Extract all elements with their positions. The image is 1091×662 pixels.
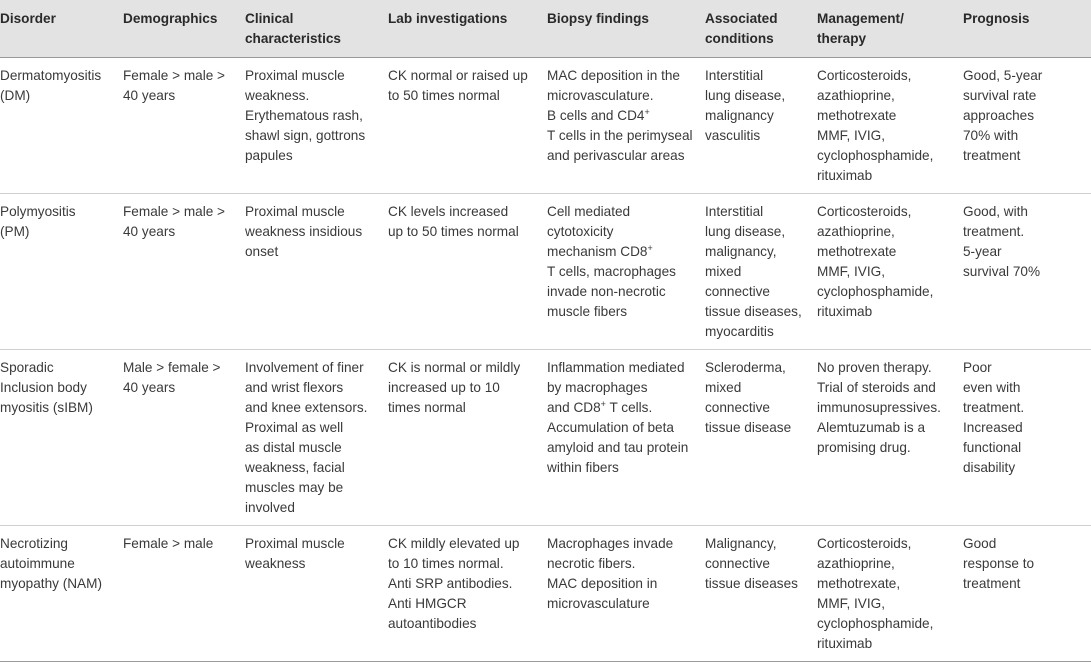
header-prognosis: Prognosis bbox=[963, 0, 1091, 58]
cell-text-line: approaches bbox=[963, 108, 1035, 123]
cell-text-line: necrotic fibers. bbox=[547, 556, 636, 571]
cell-text-line: 40 years bbox=[123, 88, 176, 103]
cell-text-line: (DM) bbox=[0, 88, 31, 103]
cell-text-line: Corticosteroids, bbox=[817, 68, 912, 83]
cell-text-line: (PM) bbox=[0, 224, 30, 239]
cell-text-line: Dermatomyositis bbox=[0, 68, 102, 83]
cell-text-line: treatment. bbox=[963, 400, 1025, 415]
cell-text-line: microvasculature bbox=[547, 596, 650, 611]
header-disorder: Disorder bbox=[0, 0, 123, 58]
cell-text-line: vasculitis bbox=[705, 128, 761, 143]
cell-demographics bbox=[123, 58, 245, 194]
cell-text-line: muscle fibers bbox=[547, 304, 628, 319]
cell-biopsy-findings bbox=[547, 350, 705, 526]
cell-clinical-characteristics bbox=[245, 526, 388, 662]
table-row bbox=[0, 350, 1091, 526]
cell-text-line: Erythematous rash, bbox=[245, 108, 363, 123]
cell-text-line: treatment bbox=[963, 576, 1021, 591]
header-biopsy-findings: Biopsy findings bbox=[547, 0, 705, 58]
cell-prognosis bbox=[963, 58, 1091, 194]
cell-disorder bbox=[0, 350, 123, 526]
cell-biopsy-findings bbox=[547, 58, 705, 194]
table-header-row bbox=[0, 0, 1091, 58]
cell-text-line: CK levels increased bbox=[388, 204, 509, 219]
cell-text-line: cyclophosphamide, bbox=[817, 284, 934, 299]
cell-text-line: Good bbox=[963, 536, 997, 551]
cell-lab-investigations bbox=[388, 58, 547, 194]
cell-text-line: Necrotizing bbox=[0, 536, 68, 551]
cell-text-line: mixed bbox=[705, 264, 742, 279]
cell-text-line: weakness, facial bbox=[245, 460, 345, 475]
cell-text-line: myocarditis bbox=[705, 324, 774, 339]
cell-text-line: malignancy, bbox=[705, 244, 777, 259]
cell-text-line: Anti SRP antibodies. bbox=[388, 576, 513, 591]
cell-text-line: MMF, IVIG, bbox=[817, 128, 885, 143]
cell-text-line: Corticosteroids, bbox=[817, 204, 912, 219]
cell-biopsy-findings bbox=[547, 194, 705, 350]
cell-demographics bbox=[123, 350, 245, 526]
cell-text-line: even with bbox=[963, 380, 1021, 395]
cell-text-line: Proximal muscle bbox=[245, 536, 345, 551]
cell-text-line: Proximal as well bbox=[245, 420, 344, 435]
cell-text-line: up to 50 times normal bbox=[388, 224, 519, 239]
cell-text-line: Increased bbox=[963, 420, 1023, 435]
cell-text-line: CK mildly elevated up bbox=[388, 536, 520, 551]
cell-text-line: by macrophages bbox=[547, 380, 648, 395]
cell-text-line: Male > female > bbox=[123, 360, 221, 375]
cell-associated-conditions bbox=[705, 58, 817, 194]
cell-text-line: as distal muscle bbox=[245, 440, 342, 455]
cell-text-line: methotrexate bbox=[817, 244, 897, 259]
cell-management-therapy bbox=[817, 194, 963, 350]
cell-text-line: azathioprine, bbox=[817, 88, 895, 103]
cell-text-line: mechanism CD8+ bbox=[547, 243, 653, 259]
cell-text-line: Involvement of finer bbox=[245, 360, 364, 375]
cell-text-line: promising drug. bbox=[817, 440, 911, 455]
cell-text-line: involved bbox=[245, 500, 295, 515]
cell-text-line: Malignancy, bbox=[705, 536, 777, 551]
cell-text-line: weakness. bbox=[245, 88, 310, 103]
cell-demographics bbox=[123, 194, 245, 350]
cell-text-line: increased up to 10 bbox=[388, 380, 500, 395]
cell-text-line: myopathy (NAM) bbox=[0, 576, 102, 591]
table-row bbox=[0, 58, 1091, 194]
cell-lab-investigations bbox=[388, 526, 547, 662]
cell-text-line: to 10 times normal. bbox=[388, 556, 504, 571]
cell-text-line: Female > male > bbox=[123, 68, 225, 83]
header-lab-investigations: Lab investigations bbox=[388, 0, 547, 58]
cell-text-line: mixed bbox=[705, 380, 742, 395]
cell-text-line: tissue diseases bbox=[705, 576, 798, 591]
cell-management-therapy bbox=[817, 350, 963, 526]
cell-text-line: B cells and CD4+ bbox=[547, 107, 650, 123]
cell-text-line: Trial of steroids and bbox=[817, 380, 936, 395]
cell-lab-investigations bbox=[388, 350, 547, 526]
cell-text-line: times normal bbox=[388, 400, 466, 415]
cell-text-line: amyloid and tau protein bbox=[547, 440, 689, 455]
cell-text-line: survival rate bbox=[963, 88, 1037, 103]
cell-associated-conditions bbox=[705, 350, 817, 526]
cell-text-line: Inflammation mediated bbox=[547, 360, 685, 375]
cell-text-line: Proximal muscle bbox=[245, 204, 345, 219]
cell-text-line: tissue disease bbox=[705, 420, 792, 435]
cell-text-line: and perivascular areas bbox=[547, 148, 685, 163]
cell-text-line: Interstitial bbox=[705, 68, 764, 83]
cell-text-line: to 50 times normal bbox=[388, 88, 500, 103]
cell-text-line: Corticosteroids, bbox=[817, 536, 912, 551]
cell-text-line: MMF, IVIG, bbox=[817, 264, 885, 279]
cell-text-line: No proven therapy. bbox=[817, 360, 932, 375]
header-associated-conditions: Associated conditions bbox=[705, 0, 817, 58]
cell-disorder bbox=[0, 526, 123, 662]
cell-clinical-characteristics bbox=[245, 194, 388, 350]
cell-text-line: Female > male bbox=[123, 536, 214, 551]
cell-text-line: connective bbox=[705, 556, 770, 571]
cell-text-line: disability bbox=[963, 460, 1016, 475]
cell-text-line: azathioprine, bbox=[817, 224, 895, 239]
cell-text-line: autoantibodies bbox=[388, 616, 477, 631]
cell-text-line: MAC deposition in bbox=[547, 576, 658, 591]
cell-text-line: weakness bbox=[245, 556, 306, 571]
cell-text-line: invade non-necrotic bbox=[547, 284, 666, 299]
cell-text-line: T cells in the perimyseal bbox=[547, 128, 693, 143]
cell-text-line: methotrexate, bbox=[817, 576, 901, 591]
cell-text-line: functional bbox=[963, 440, 1022, 455]
header-management-therapy: Management/ therapy bbox=[817, 0, 963, 58]
cell-text-line: response to bbox=[963, 556, 1035, 571]
cell-text-line: Female > male > bbox=[123, 204, 225, 219]
cell-text-line: rituximab bbox=[817, 168, 873, 183]
cell-text-line: Proximal muscle bbox=[245, 68, 345, 83]
cell-text-line: MMF, IVIG, bbox=[817, 596, 885, 611]
cell-prognosis bbox=[963, 350, 1091, 526]
cell-text-line: autoimmune bbox=[0, 556, 75, 571]
cell-text-line: muscles may be bbox=[245, 480, 344, 495]
cell-text-line: cyclophosphamide, bbox=[817, 148, 934, 163]
cell-text-line: immunosupressives. bbox=[817, 400, 941, 415]
table-row bbox=[0, 194, 1091, 350]
cell-associated-conditions bbox=[705, 526, 817, 662]
cell-text-line: treatment bbox=[963, 148, 1021, 163]
cell-text-line: microvasculature. bbox=[547, 88, 654, 103]
cell-text-line: tissue diseases, bbox=[705, 304, 802, 319]
cell-text-line: 5-year bbox=[963, 244, 1002, 259]
cell-text-line: CK is normal or mildly bbox=[388, 360, 521, 375]
cell-text-line: Polymyositis bbox=[0, 204, 76, 219]
cell-text-line: 70% with bbox=[963, 128, 1019, 143]
cell-text-line: Alemtuzumab is a bbox=[817, 420, 926, 435]
cell-text-line: papules bbox=[245, 148, 293, 163]
cell-text-line: Interstitial bbox=[705, 204, 764, 219]
cell-text-line: Inclusion body bbox=[0, 380, 87, 395]
cell-text-line: Anti HMGCR bbox=[388, 596, 467, 611]
cell-text-line: cyclophosphamide, bbox=[817, 616, 934, 631]
cell-management-therapy bbox=[817, 58, 963, 194]
cell-text-line: myositis (sIBM) bbox=[0, 400, 93, 415]
cell-text-line: shawl sign, gottrons bbox=[245, 128, 366, 143]
cell-text-line: survival 70% bbox=[963, 264, 1041, 279]
cell-lab-investigations bbox=[388, 194, 547, 350]
cell-text-line: treatment. bbox=[963, 224, 1025, 239]
header-demographics: Demographics bbox=[123, 0, 245, 58]
cell-text-line: rituximab bbox=[817, 636, 873, 651]
cell-text-line: within fibers bbox=[547, 460, 619, 475]
cell-text-line: Accumulation of beta bbox=[547, 420, 674, 435]
cell-text-line: and CD8+ T cells. bbox=[547, 399, 653, 415]
cell-management-therapy bbox=[817, 526, 963, 662]
cell-text-line: methotrexate bbox=[817, 108, 897, 123]
cell-text-line: Sporadic bbox=[0, 360, 54, 375]
cell-text-line: cytotoxicity bbox=[547, 224, 614, 239]
cell-disorder bbox=[0, 194, 123, 350]
header-clinical-characteristics: Clinical characteristics bbox=[245, 0, 388, 58]
cell-text-line: weakness insidious bbox=[245, 224, 363, 239]
cell-text-line: CK normal or raised up bbox=[388, 68, 528, 83]
cell-text-line: onset bbox=[245, 244, 279, 259]
cell-text-line: Good, 5-year bbox=[963, 68, 1043, 83]
table-row bbox=[0, 526, 1091, 662]
cell-text-line: and knee extensors. bbox=[245, 400, 368, 415]
cell-text-line: Poor bbox=[963, 360, 992, 375]
cell-text-line: rituximab bbox=[817, 304, 873, 319]
cell-text-line: 40 years bbox=[123, 380, 176, 395]
cell-demographics bbox=[123, 526, 245, 662]
cell-text-line: Good, with bbox=[963, 204, 1028, 219]
cell-text-line: azathioprine, bbox=[817, 556, 895, 571]
cell-text-line: Cell mediated bbox=[547, 204, 631, 219]
cell-text-line: T cells, macrophages bbox=[547, 264, 676, 279]
cell-prognosis bbox=[963, 194, 1091, 350]
cell-text-line: Scleroderma, bbox=[705, 360, 786, 375]
cell-prognosis bbox=[963, 526, 1091, 662]
cell-text-line: connective bbox=[705, 400, 770, 415]
cell-text-line: MAC deposition in the bbox=[547, 68, 680, 83]
cell-text-line: lung disease, bbox=[705, 224, 786, 239]
cell-text-line: connective bbox=[705, 284, 770, 299]
cell-text-line: 40 years bbox=[123, 224, 176, 239]
cell-disorder bbox=[0, 58, 123, 194]
cell-clinical-characteristics bbox=[245, 58, 388, 194]
cell-text-line: and wrist flexors bbox=[245, 380, 344, 395]
cell-clinical-characteristics bbox=[245, 350, 388, 526]
cell-biopsy-findings bbox=[547, 526, 705, 662]
cell-associated-conditions bbox=[705, 194, 817, 350]
cell-text-line: Macrophages invade bbox=[547, 536, 674, 551]
cell-text-line: lung disease, bbox=[705, 88, 786, 103]
table-body bbox=[0, 58, 1091, 662]
cell-text-line: malignancy bbox=[705, 108, 774, 123]
